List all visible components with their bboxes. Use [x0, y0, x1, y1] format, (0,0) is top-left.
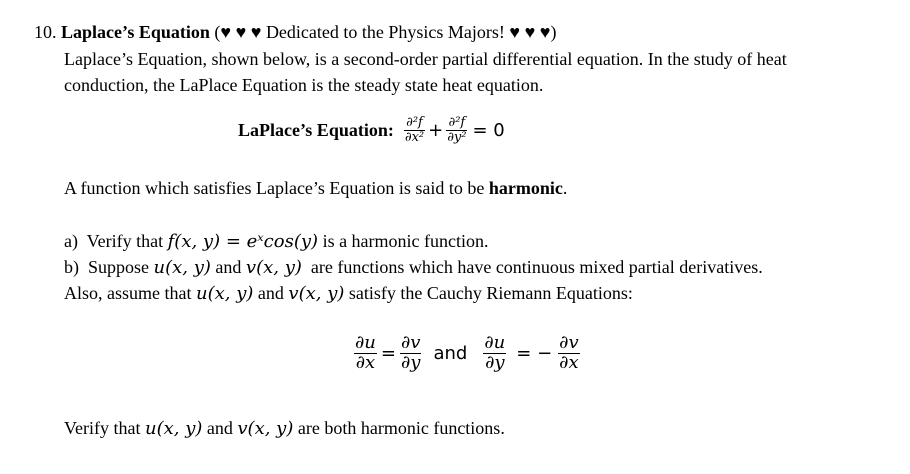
heart-icons-left: ♥ ♥ ♥ [220, 22, 262, 42]
final-instruction [64, 418, 505, 439]
fraction-dv-dy [400, 334, 421, 373]
problem-title-line [34, 22, 556, 43]
final-and: and [202, 418, 238, 438]
cauchy-riemann-equations [354, 334, 580, 373]
fraction-numerator: ∂u [484, 332, 506, 353]
part-a-suffix: is a harmonic function. [318, 231, 489, 251]
problem-title: Laplace’s Equation [61, 22, 210, 42]
fraction-denominator: ∂x² [404, 129, 425, 145]
fraction-numerator: ∂v [559, 332, 579, 353]
fraction-d2f-dx2 [404, 116, 425, 144]
fraction-du-dy [483, 334, 506, 373]
part-a-function: f(x, y) = eˣcos(y) [167, 231, 319, 252]
equals-minus-sign: = − [516, 342, 553, 364]
part-b-prefix: b) Suppose [64, 257, 154, 277]
harmonic-period: . [562, 178, 568, 198]
fraction-numerator: ∂v [401, 332, 421, 353]
plus-sign: + [428, 119, 444, 141]
fraction-denominator: ∂y [485, 351, 505, 373]
part-b-u: u(x, y) [153, 257, 211, 278]
part-c-prefix: Also, assume that [64, 283, 196, 303]
final-u: u(x, y) [144, 418, 203, 439]
harmonic-bold-word: harmonic [488, 178, 563, 198]
fraction-dv-dx [558, 334, 579, 373]
equals-zero: = 0 [472, 119, 505, 141]
fraction-denominator: ∂x [559, 351, 579, 373]
final-prefix: Verify that [64, 418, 145, 438]
fraction-numerator: ∂²f [406, 115, 423, 130]
heart-icons-right: ♥ ♥ ♥) [509, 22, 557, 42]
harmonic-definition [64, 178, 567, 199]
part-c-u: u(x, y) [196, 283, 254, 304]
fraction-numerator: ∂u [355, 332, 376, 353]
laplace-equation [238, 116, 505, 144]
equals-sign: = [380, 342, 396, 364]
and-word: and [433, 342, 468, 364]
fraction-du-dx [354, 334, 377, 373]
final-suffix: are both harmonic functions. [293, 418, 505, 438]
fraction-denominator: ∂y² [447, 129, 467, 145]
fraction-numerator: ∂²f [448, 115, 466, 130]
harmonic-text: A function which satisfies Laplace’s Equation is said to be [64, 178, 489, 198]
part-c-suffix: satisfy the Cauchy Riemann Equations: [344, 283, 633, 303]
problem-number: 10. [34, 22, 57, 42]
fraction-denominator: ∂x [355, 351, 376, 373]
part-a-prefix: a) Verify that [64, 231, 168, 251]
part-a [64, 231, 489, 252]
part-b [64, 257, 763, 278]
fraction-d2f-dy2 [446, 116, 467, 144]
part-c-and: and [253, 283, 289, 303]
part-b-suffix: are functions which have continuous mixed partial derivatives. [301, 257, 763, 277]
intro-line-2: conduction, the LaPlace Equation is the steady state heat equation. [64, 75, 544, 95]
equation-label: LaPlace’s Equation: [238, 119, 394, 140]
final-v: v(x, y) [237, 418, 294, 439]
intro-line-1: Laplace’s Equation, shown below, is a second-order partial differential equation. In the study of heat [64, 49, 787, 69]
part-b-v: v(x, y) [245, 257, 302, 278]
part-c-v: v(x, y) [288, 283, 345, 304]
fraction-denominator: ∂y [401, 351, 421, 373]
part-b-and: and [210, 257, 246, 277]
title-paren-open: ( [214, 22, 221, 42]
part-b-continued [64, 283, 633, 304]
dedication-text: Dedicated to the Physics Majors! [265, 22, 505, 42]
